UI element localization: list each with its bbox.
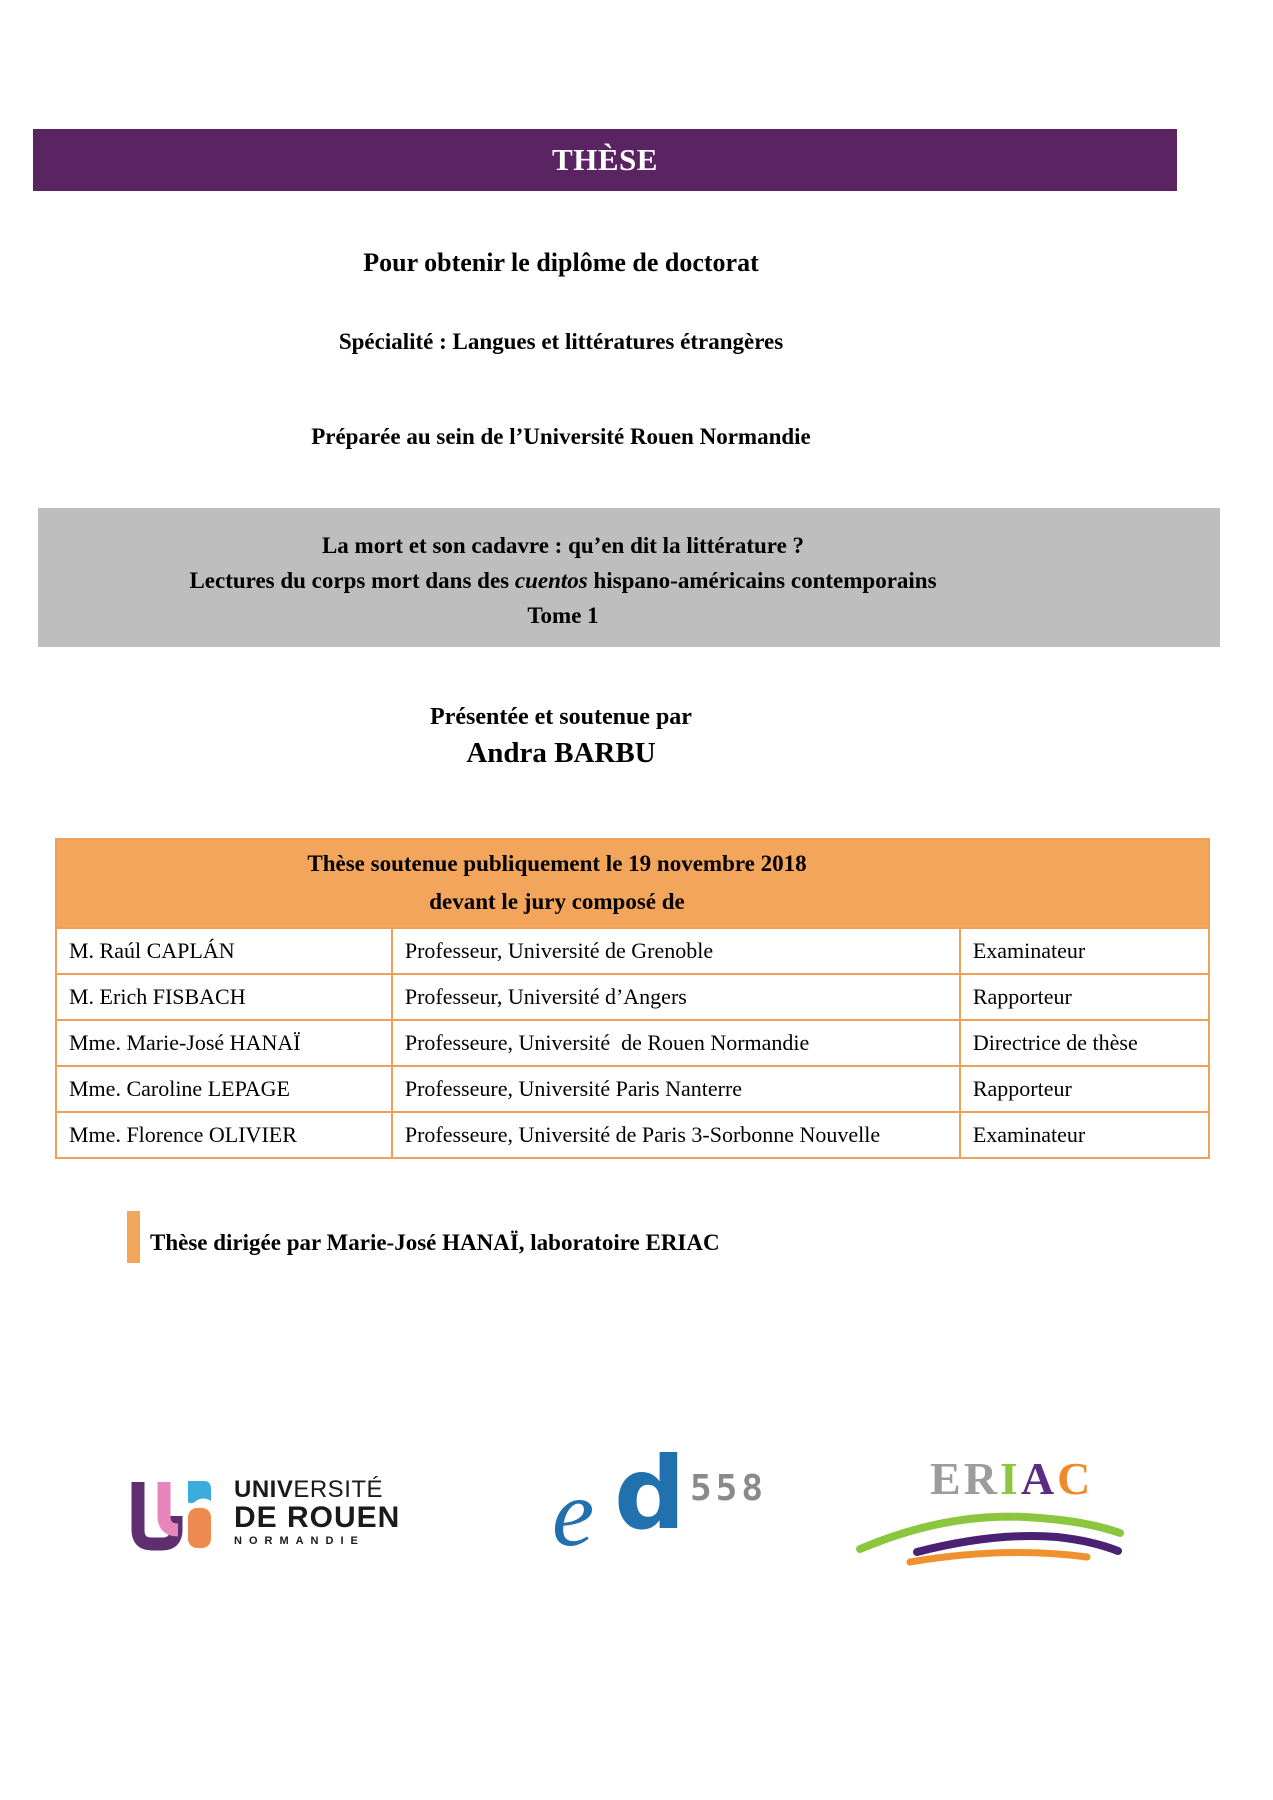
jury-member-role: Examinateur xyxy=(959,929,1208,973)
jury-member-role: Examinateur xyxy=(959,1113,1208,1157)
jury-member-title: Professeur, Université de Grenoble xyxy=(391,929,959,973)
rouen-logo-line3: NORMANDIE xyxy=(234,1535,365,1547)
eriac-brush-strokes-icon xyxy=(855,1505,1125,1567)
jury-table-header xyxy=(57,840,1208,927)
eriac-logo xyxy=(855,1455,1125,1567)
direction-accent-bar xyxy=(127,1211,140,1263)
jury-member-title: Professeure, Université Paris Nanterre xyxy=(391,1067,959,1111)
jury-member-name: Mme. Florence OLIVIER xyxy=(69,1122,297,1147)
eriac-wordmark: ERIAC xyxy=(930,1453,1094,1504)
these-banner xyxy=(33,129,1177,191)
jury-member-title: Professeur, Université d’Angers xyxy=(391,975,959,1019)
jury-row xyxy=(57,1065,1208,1111)
thesis-title-line1: La mort et son cadavre : qu’en dit la littérature ? xyxy=(321,533,805,558)
banner-title: THÈSE xyxy=(552,142,658,177)
thesis-title-tome: Tome 1 xyxy=(527,603,599,628)
presented-label: Présentée et soutenue par xyxy=(430,704,692,730)
jury-table xyxy=(55,838,1210,1159)
rouen-logo-line1: UNIVERSITÉ xyxy=(234,1476,384,1503)
author-name: Andra BARBU xyxy=(466,737,656,769)
ed-558-number: 558 xyxy=(690,1468,768,1509)
ed-d-glyph: d xyxy=(614,1435,686,1552)
jury-member-name: Mme. Caroline LEPAGE xyxy=(69,1076,290,1101)
jury-member-name: M. Erich FISBACH xyxy=(69,984,246,1009)
jury-header-line2: devant le jury composé de xyxy=(429,889,685,914)
ed558-logo xyxy=(552,1435,768,1578)
diploma-heading: Pour obtenir le diplôme de doctorat xyxy=(363,248,759,277)
jury-header-line1: Thèse soutenue publiquement le 19 novembre 2018 xyxy=(307,851,807,876)
jury-row xyxy=(57,1111,1208,1157)
direction-text: Thèse dirigée par Marie-José HANAÏ, laboratoire ERIAC xyxy=(150,1230,720,1255)
jury-member-role: Rapporteur xyxy=(959,1067,1208,1111)
jury-member-title: Professeure, Université de Rouen Normandie xyxy=(391,1021,959,1065)
thesis-title-line2: Lectures du corps mort dans des cuentos hispano-américains contemporains xyxy=(189,568,937,593)
jury-member-name: M. Raúl CAPLÁN xyxy=(69,938,235,963)
jury-member-role: Directrice de thèse xyxy=(959,1021,1208,1065)
jury-member-name: Mme. Marie-José HANAÏ xyxy=(69,1030,301,1055)
rouen-logo-line2: DE ROUEN xyxy=(234,1501,401,1534)
thesis-title-box xyxy=(38,508,1220,647)
jury-row xyxy=(57,1019,1208,1065)
rouen-u-mark-icon xyxy=(128,1478,226,1554)
universite-rouen-logo xyxy=(128,1478,400,1554)
ed-e-glyph: e xyxy=(552,1460,595,1566)
jury-member-title: Professeure, Université de Paris 3-Sorbonne Nouvelle xyxy=(391,1113,959,1157)
jury-member-role: Rapporteur xyxy=(959,975,1208,1019)
jury-row xyxy=(57,927,1208,973)
prepared-heading: Préparée au sein de l’Université Rouen Normandie xyxy=(311,424,811,449)
specialty-heading: Spécialité : Langues et littératures étrangères xyxy=(338,329,784,354)
jury-row xyxy=(57,973,1208,1019)
